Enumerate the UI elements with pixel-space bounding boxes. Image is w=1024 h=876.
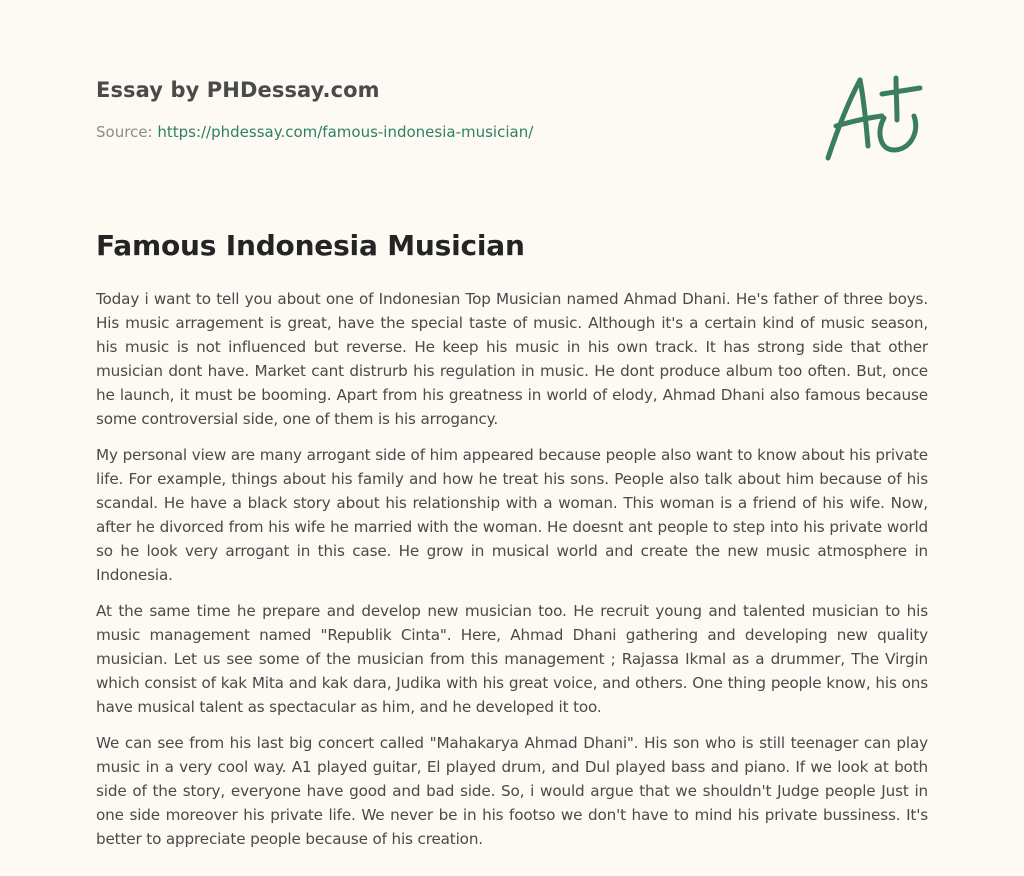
essay-title: Famous Indonesia Musician [96,229,525,262]
source-line [96,122,796,142]
essay-paragraph: My personal view are many arrogant side of him appeared because people also want to know about his private life. For example, things about his family and how he treat his sons. People also talk about him because of his scandal. He have a black story about his relationship with a woman. This woman is a friend of his wife. Now, after he divorced from his wife he married with the woman. He doesnt ant people to step into his private world so he look very arrogant in this case. He grow in musical world and create the new music atmosphere in Indonesia. [96,446,928,584]
page-header [96,76,796,142]
essay-paragraph: Today i want to tell you about one of Indonesian Top Musician named Ahmad Dhani. He's father of three boys. His music arragement is great, have the special taste of music. Although it's a certain kind of music season, his music is not influenced but reverse. He keep his music in his own track. It has strong side that other musician dont have. Market cant distrurb his regulation in music. He dont produce album too often. But, once he launch, it must be booming. Apart from his greatness in world of elody, Ahmad Dhani also famous because some controversial side, one of them is his arrogancy. [96,290,928,428]
source-label: Source: [96,123,158,141]
a-plus-grade-icon [822,66,932,166]
essay-paragraph: We can see from his last big concert called "Mahakarya Ahmad Dhani". His son who is still teenager can play music in a very cool way. A1 played guitar, El played drum, and Dul played bass and piano. If we look at both side of the story, everyone have good and bad side. So, i would argue that we shouldn't Judge people Just in one side moreover his private life. We never be in his footso we don't have to mind his private bussiness. It's better to appreciate people because of his creation. [96,734,928,848]
site-title: Essay by PHDessay.com [96,78,380,102]
essay-body [96,287,928,863]
essay-paragraph: At the same time he prepare and develop new musician too. He recruit young and talented musician to his music management named "Republik Cinta". Here, Ahmad Dhani gathering and developing new quality musician. Let us see some of the musician from this management ; Rajassa Ikmal as a drummer, The Virgin which consist of kak Mita and kak dara, Judika with his great voice, and others. One thing people know, his ons have musical talent as spectacular as him, and he developed it too. [96,602,928,716]
source-link[interactable]: https://phdessay.com/famous-indonesia-musician/ [157,123,534,141]
